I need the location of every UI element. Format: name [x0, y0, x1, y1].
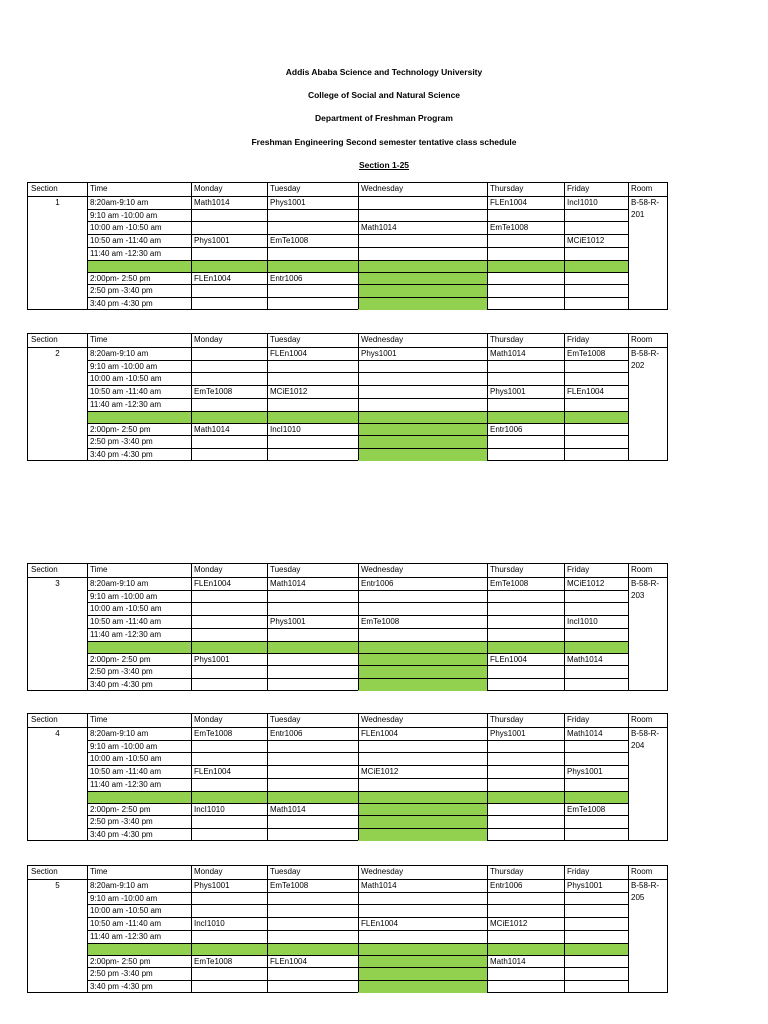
column-header: Time — [90, 335, 108, 344]
column-header: Monday — [194, 867, 223, 876]
time-slot: 2:00pm- 2:50 pm — [90, 273, 151, 283]
time-slot: 11:40 am -12:30 am — [90, 931, 162, 941]
time-slot: 2:50 pm -3:40 pm — [90, 969, 153, 979]
header-schedule-title: Freshman Engineering Second semester tentative class schedule — [251, 137, 517, 147]
course-wednesday: MCiE1012 — [361, 767, 399, 777]
column-header: Tuesday — [270, 335, 301, 344]
course-tuesday: Entr1006 — [270, 273, 303, 283]
time-slot: 11:40 am -12:30 am — [90, 629, 162, 639]
course-monday: EmTe1008 — [194, 729, 233, 738]
course-wednesday: FLEn1004 — [361, 729, 398, 738]
course-thursday: Phys1001 — [490, 729, 526, 738]
time-slot: 9:10 am -10:00 am — [90, 741, 158, 751]
course-monday: EmTe1008 — [194, 956, 233, 966]
time-slot: 8:20am-9:10 am — [90, 198, 149, 207]
time-slot: 11:40 am -12:30 am — [90, 399, 162, 409]
course-friday: Phys1001 — [567, 767, 603, 777]
course-friday: IncI1010 — [567, 617, 598, 627]
course-tuesday: MCiE1012 — [270, 387, 308, 397]
section-number: 5 — [55, 881, 60, 890]
course-tuesday: Math1014 — [270, 804, 306, 814]
time-slot: 10:50 am -11:40 am — [90, 919, 162, 929]
course-monday: FLEn1004 — [194, 579, 231, 588]
course-friday: Math1014 — [567, 729, 603, 738]
course-tuesday: Phys1001 — [270, 617, 306, 627]
course-wednesday: Math1014 — [361, 223, 397, 233]
column-header: Wednesday — [361, 867, 404, 876]
column-header: Time — [90, 715, 108, 724]
section-number: 3 — [55, 579, 60, 588]
course-friday: Math1014 — [567, 654, 603, 664]
course-tuesday: IncI1010 — [270, 424, 301, 434]
time-slot: 3:40 pm -4:30 pm — [90, 829, 153, 839]
time-slot: 11:40 am -12:30 am — [90, 779, 162, 789]
course-monday: IncI1010 — [194, 919, 225, 929]
time-slot: 9:10 am -10:00 am — [90, 893, 158, 903]
time-slot: 10:00 am -10:50 am — [90, 223, 162, 233]
course-wednesday: Math1014 — [361, 881, 397, 890]
course-monday: Phys1001 — [194, 881, 230, 890]
column-header: Room — [631, 335, 653, 344]
header-section-range: Section 1-25 — [358, 160, 410, 170]
column-header: Room — [631, 867, 653, 876]
course-thursday: MCiE1012 — [490, 919, 528, 929]
column-header: Monday — [194, 715, 223, 724]
time-slot: 2:50 pm -3:40 pm — [90, 817, 153, 827]
course-friday: MCiE1012 — [567, 579, 605, 588]
room-label: B-58-R-205 — [631, 881, 660, 902]
column-header: Friday — [567, 715, 590, 724]
course-thursday: Entr1006 — [490, 424, 523, 434]
column-header: Tuesday — [270, 184, 301, 193]
column-header: Wednesday — [361, 565, 404, 574]
time-slot: 2:00pm- 2:50 pm — [90, 804, 151, 814]
column-header: Friday — [567, 335, 590, 344]
course-tuesday: Math1014 — [270, 579, 306, 588]
column-header: Friday — [567, 184, 590, 193]
column-header: Section — [31, 565, 58, 574]
course-friday: IncI1010 — [567, 198, 598, 207]
time-slot: 10:50 am -11:40 am — [90, 767, 162, 777]
header-university: Addis Ababa Science and Technology University — [285, 67, 483, 77]
schedule-table — [27, 713, 668, 841]
column-header: Wednesday — [361, 184, 404, 193]
course-thursday: EmTe1008 — [490, 223, 529, 233]
column-header: Section — [31, 715, 58, 724]
course-tuesday: EmTe1008 — [270, 236, 309, 246]
time-slot: 2:00pm- 2:50 pm — [90, 424, 151, 434]
room-label: B-58-R-203 — [631, 579, 660, 600]
column-header: Tuesday — [270, 565, 301, 574]
column-header: Wednesday — [361, 335, 404, 344]
section-number: 1 — [55, 198, 60, 207]
course-thursday: Math1014 — [490, 349, 526, 358]
column-header: Wednesday — [361, 715, 404, 724]
time-slot: 8:20am-9:10 am — [90, 579, 149, 588]
time-slot: 10:00 am -10:50 am — [90, 374, 162, 384]
section-number: 4 — [55, 729, 60, 738]
header-department: Department of Freshman Program — [315, 113, 453, 123]
course-thursday: EmTe1008 — [490, 579, 529, 588]
course-monday: Phys1001 — [194, 236, 230, 246]
course-tuesday: EmTe1008 — [270, 881, 309, 890]
room-label: B-58-R-201 — [631, 198, 660, 219]
column-header: Time — [90, 867, 108, 876]
time-slot: 8:20am-9:10 am — [90, 881, 149, 890]
column-header: Monday — [194, 184, 223, 193]
column-header: Thursday — [490, 565, 524, 574]
course-monday: Math1014 — [194, 198, 230, 207]
course-monday: FLEn1004 — [194, 767, 231, 777]
column-header: Section — [31, 867, 58, 876]
course-tuesday: Phys1001 — [270, 198, 306, 207]
time-slot: 3:40 pm -4:30 pm — [90, 679, 153, 689]
column-header: Thursday — [490, 867, 524, 876]
course-friday: EmTe1008 — [567, 349, 606, 358]
course-wednesday: EmTe1008 — [361, 617, 400, 627]
column-header: Tuesday — [270, 867, 301, 876]
column-header: Thursday — [490, 184, 524, 193]
time-slot: 9:10 am -10:00 am — [90, 361, 158, 371]
time-slot: 10:50 am -11:40 am — [90, 387, 162, 397]
course-monday: IncI1010 — [194, 804, 225, 814]
time-slot: 2:50 pm -3:40 pm — [90, 667, 153, 677]
course-thursday: Phys1001 — [490, 387, 526, 397]
column-header: Tuesday — [270, 715, 301, 724]
course-thursday: FLEn1004 — [490, 198, 527, 207]
schedule-table — [27, 182, 668, 310]
time-slot: 10:00 am -10:50 am — [90, 906, 162, 916]
course-tuesday: FLEn1004 — [270, 956, 307, 966]
header-college: College of Social and Natural Science — [307, 90, 461, 100]
room-label: B-58-R-204 — [631, 729, 660, 750]
time-slot: 3:40 pm -4:30 pm — [90, 981, 153, 991]
course-friday: MCiE1012 — [567, 236, 605, 246]
column-header: Thursday — [490, 715, 524, 724]
course-monday: EmTe1008 — [194, 387, 233, 397]
time-slot: 3:40 pm -4:30 pm — [90, 449, 153, 459]
course-monday: Math1014 — [194, 424, 230, 434]
course-wednesday: Phys1001 — [361, 349, 397, 358]
column-header: Monday — [194, 335, 223, 344]
time-slot: 10:50 am -11:40 am — [90, 617, 162, 627]
column-divider — [358, 183, 359, 309]
column-header: Friday — [567, 867, 590, 876]
column-header: Friday — [567, 565, 590, 574]
course-thursday: Entr1006 — [490, 881, 523, 890]
course-thursday: FLEn1004 — [490, 654, 527, 664]
column-header: Room — [631, 715, 653, 724]
time-slot: 9:10 am -10:00 am — [90, 210, 158, 220]
time-slot: 10:50 am -11:40 am — [90, 236, 162, 246]
time-slot: 2:50 pm -3:40 pm — [90, 437, 153, 447]
course-monday: FLEn1004 — [194, 273, 231, 283]
time-slot: 11:40 am -12:30 am — [90, 248, 162, 258]
time-slot: 8:20am-9:10 am — [90, 729, 149, 738]
time-slot: 2:00pm- 2:50 pm — [90, 654, 151, 664]
column-header: Section — [31, 184, 58, 193]
course-friday: Phys1001 — [567, 881, 603, 890]
course-friday: FLEn1004 — [567, 387, 604, 397]
course-wednesday: Entr1006 — [361, 579, 394, 588]
room-label: B-58-R-202 — [631, 349, 660, 370]
schedule-table — [27, 563, 668, 691]
time-slot: 10:00 am -10:50 am — [90, 754, 162, 764]
course-tuesday: Entr1006 — [270, 729, 303, 738]
course-tuesday: FLEn1004 — [270, 349, 307, 358]
column-header: Thursday — [490, 335, 524, 344]
time-slot: 3:40 pm -4:30 pm — [90, 298, 153, 308]
course-friday: EmTe1008 — [567, 804, 606, 814]
column-header: Section — [31, 335, 58, 344]
course-monday: Phys1001 — [194, 654, 230, 664]
column-header: Monday — [194, 565, 223, 574]
course-wednesday: FLEn1004 — [361, 919, 398, 929]
time-slot: 2:50 pm -3:40 pm — [90, 286, 153, 296]
schedule-table — [27, 333, 668, 461]
time-slot: 2:00pm- 2:50 pm — [90, 956, 151, 966]
column-header: Room — [631, 565, 653, 574]
column-header: Time — [90, 184, 108, 193]
time-slot: 10:00 am -10:50 am — [90, 604, 162, 614]
schedule-table — [27, 865, 668, 993]
column-header: Room — [631, 184, 653, 193]
time-slot: 9:10 am -10:00 am — [90, 591, 158, 601]
course-thursday: Math1014 — [490, 956, 526, 966]
column-header: Time — [90, 565, 108, 574]
section-number: 2 — [55, 349, 60, 358]
time-slot: 8:20am-9:10 am — [90, 349, 149, 358]
